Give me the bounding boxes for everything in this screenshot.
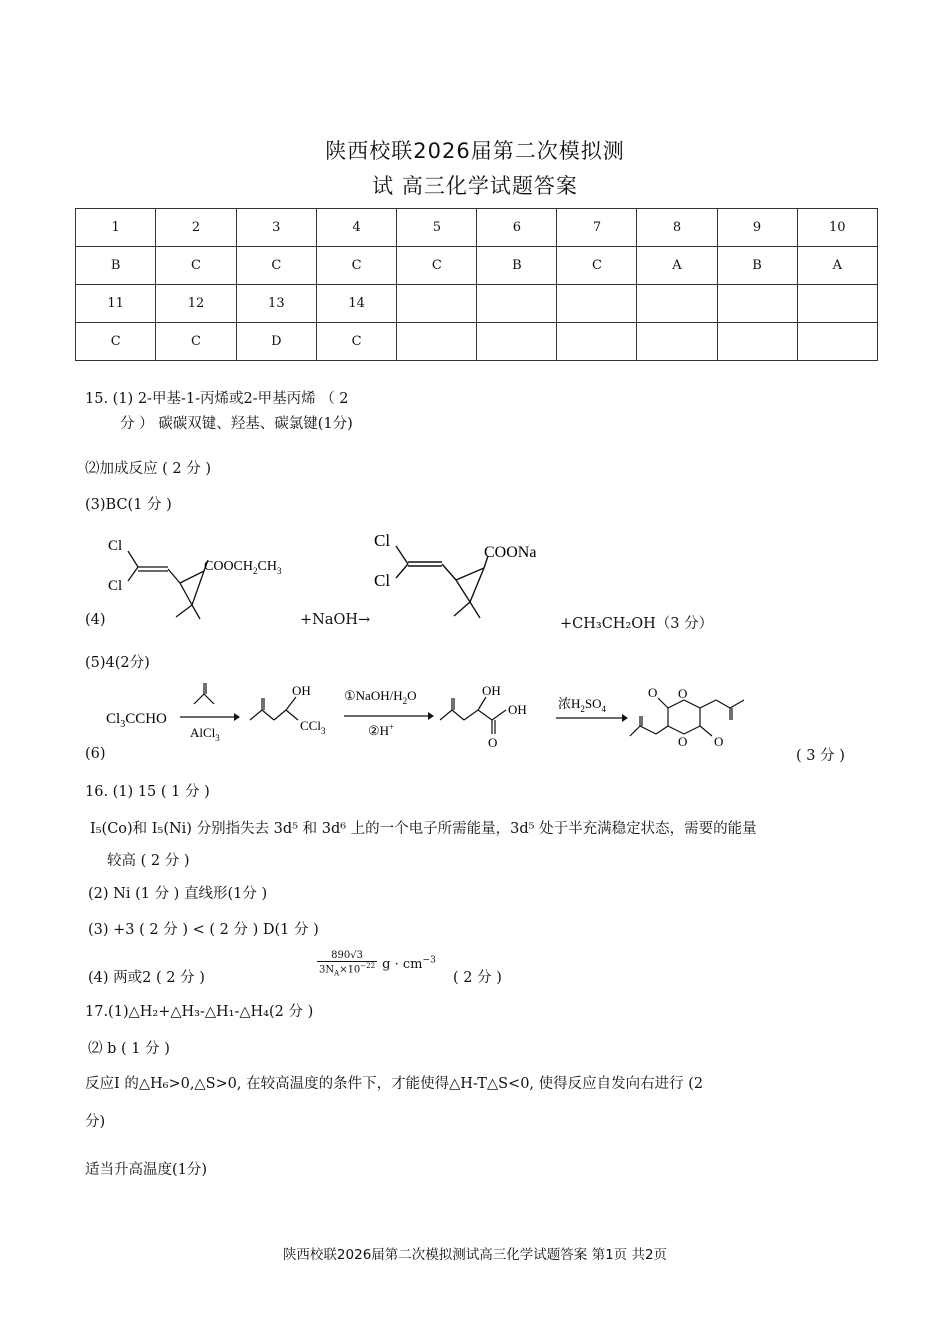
table-cell xyxy=(557,323,637,361)
table-cell: B xyxy=(477,247,557,285)
table-cell xyxy=(477,323,557,361)
page-title-line2: 试 高三化学试题答案 xyxy=(372,174,578,198)
reagent-label: ②H+ xyxy=(368,722,395,738)
q15-part6-score: ( 3 分 ) xyxy=(796,748,845,764)
table-cell: C xyxy=(156,323,236,361)
table-cell xyxy=(717,323,797,361)
reagent-label: $Cl_3CCHO$ xyxy=(106,711,167,730)
table-cell: C xyxy=(397,247,477,285)
answer-table xyxy=(75,208,878,361)
group-label: CCl$_3$ xyxy=(300,718,326,736)
table-cell: C xyxy=(316,323,396,361)
table-cell xyxy=(637,285,717,323)
table-cell xyxy=(477,285,557,323)
q15-part4-label: (4) xyxy=(85,612,106,628)
table-cell: 2 xyxy=(156,209,236,247)
unit-label: $g \cdot cm^{-3}$ xyxy=(382,955,436,972)
atom-label: O xyxy=(714,734,724,749)
reagent-label: 浓$H_2SO_4$ xyxy=(558,696,607,714)
table-cell: 7 xyxy=(557,209,637,247)
table-cell: C xyxy=(316,247,396,285)
table-cell xyxy=(397,285,477,323)
table-row xyxy=(76,209,878,247)
product-salt-structure xyxy=(368,528,568,623)
table-cell: 12 xyxy=(156,285,236,323)
atom-label: O xyxy=(678,686,688,701)
table-cell: C xyxy=(156,247,236,285)
table-cell: C xyxy=(557,247,637,285)
q16-part1: 16. (1) 15 ( 1 分 ) xyxy=(85,784,210,800)
table-cell xyxy=(797,323,877,361)
atom-label: Cl xyxy=(108,538,123,554)
page-footer: 陕西校联2026届第二次模拟测试高三化学试题答案 第1页 共2页 xyxy=(282,1247,668,1263)
table-cell: A xyxy=(797,247,877,285)
group-label: OH xyxy=(292,683,311,698)
table-cell xyxy=(637,323,717,361)
table-cell: 6 xyxy=(477,209,557,247)
table-cell: 5 xyxy=(397,209,477,247)
table-row xyxy=(76,285,878,323)
atom-label: Cl xyxy=(108,578,123,594)
table-cell: A xyxy=(637,247,717,285)
q15-part1: 15. (1) 2-甲基-1-丙烯或2-甲基丙烯 （ 2 xyxy=(85,391,349,407)
reactant-ester-structure xyxy=(100,535,310,625)
table-cell: 13 xyxy=(236,285,316,323)
q16-part4: (4) 两或2 ( 2 分 ) xyxy=(88,970,205,986)
q15-part6-label: (6) xyxy=(85,746,106,762)
page-title-line1: 陕西校联2026届第二次模拟测 xyxy=(325,139,625,163)
atom-label: O xyxy=(648,685,658,700)
q15-part1-cont: 分 ） 碳碳双键、羟基、碳氯键(1分) xyxy=(120,416,353,432)
group-label: OH xyxy=(508,702,527,717)
q16-part1-reason2: 较高 ( 2 分 ) xyxy=(107,853,190,869)
table-cell: B xyxy=(76,247,156,285)
synthesis-route xyxy=(100,680,780,760)
q16-part4-score: ( 2 分 ) xyxy=(453,970,502,986)
q16-part1-reason: I₅(Co)和 I₅(Ni) 分别指失去 3d⁵ 和 3d⁶ 上的一个电子所需能量，3d⁵ 处于半充满稳定状态，需要的能量 xyxy=(90,821,757,837)
fraction-numerator: 890√3 xyxy=(317,950,377,962)
reagent-label: ①NaOH/$H_2O$ xyxy=(344,688,417,706)
atom-label: Cl xyxy=(374,531,391,550)
table-cell xyxy=(397,323,477,361)
table-cell: 9 xyxy=(717,209,797,247)
q15-part2: ⑵加成反应 ( 2 分 ) xyxy=(85,461,211,477)
q15-part3: (3)BC(1 分 ) xyxy=(85,497,172,513)
table-cell xyxy=(797,285,877,323)
atom-label: O xyxy=(488,735,498,750)
table-cell: D xyxy=(236,323,316,361)
table-cell: 3 xyxy=(236,209,316,247)
table-cell: 10 xyxy=(797,209,877,247)
atom-label: O xyxy=(678,734,688,749)
q17-part3: 适当升高温度(1分) xyxy=(85,1162,208,1178)
table-cell: C xyxy=(236,247,316,285)
fraction-denominator: $3N_A\times 10^{-22}$ xyxy=(319,962,376,978)
table-cell: 1 xyxy=(76,209,156,247)
q17-part2: ⑵ b ( 1 分 ) xyxy=(88,1041,170,1057)
q17-part2-reason: 反应Ⅰ 的△H₆>0,△S>0, 在较高温度的条件下，才能使得△H-T△S<0, 使得反应自发向右进行 (2 xyxy=(85,1076,704,1092)
q17-part2-reason2: 分) xyxy=(85,1114,106,1130)
table-row xyxy=(76,323,878,361)
table-cell: C xyxy=(76,323,156,361)
group-label: OH xyxy=(482,683,501,698)
q16-part3: (3) +3 ( 2 分 ) < ( 2 分 ) D(1 分 ) xyxy=(88,922,319,938)
q15-part4-product: +CH₃CH₂OH（3 分） xyxy=(560,616,714,632)
group-label: COONa xyxy=(484,544,537,561)
q17-part1: 17.(1)△H₂+△H₃-△H₁-△H₄(2 分 ) xyxy=(85,1004,314,1020)
q15-part5: (5)4(2分) xyxy=(85,655,150,671)
q15-part4-naoh: +NaOH→ xyxy=(300,612,371,628)
table-row xyxy=(76,247,878,285)
group-label: $COOCH_2CH_3$ xyxy=(204,559,282,576)
table-cell xyxy=(717,285,797,323)
density-formula xyxy=(317,950,457,977)
table-cell xyxy=(557,285,637,323)
table-cell: 14 xyxy=(316,285,396,323)
reagent-label: AlCl$_3$ xyxy=(190,725,220,743)
atom-label: Cl xyxy=(374,571,391,590)
table-cell: 11 xyxy=(76,285,156,323)
q16-part2: (2) Ni (1 分 ) 直线形(1分 ) xyxy=(88,886,268,902)
table-cell: 8 xyxy=(637,209,717,247)
table-cell: B xyxy=(717,247,797,285)
table-cell: 4 xyxy=(316,209,396,247)
